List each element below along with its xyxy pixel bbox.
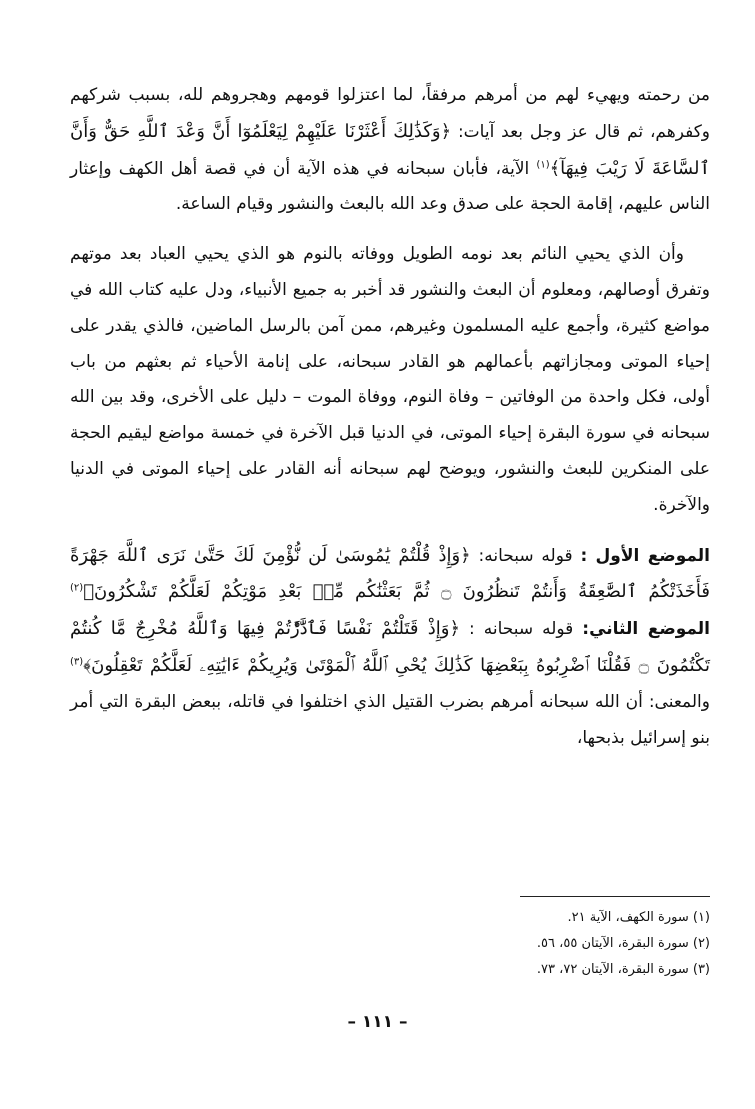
- footnote: (١) سورة الكهف، الآية ٢١.: [567, 910, 710, 925]
- footnotes: [70, 896, 710, 983]
- page-body: [70, 78, 710, 756]
- quran-verse: ﴿وَإِذْ قُلْتُمْ يَٰمُوسَىٰ لَن نُّؤْمِنَ لَكَ حَتَّىٰ نَرَى ٱللَّهَ جَهْرَةً فَأَخَذَتْكُمُ ٱلصَّٰعِقَةُ وَأَنتُمْ تَنظُرُونَ ۝ ثُمَّ بَعَثْنَٰكُم مِّنۢ بَعْدِ مَوْتِكُمْ لَعَلَّكُمْ تَشْكُرُونَ﴾: [70, 544, 710, 603]
- paragraph-1: [70, 78, 710, 223]
- section-heading: الموضع الأول :: [580, 545, 710, 566]
- footnote-ref: (٣): [70, 656, 84, 668]
- paragraph-gap: [70, 524, 710, 538]
- footnote-ref: (١): [536, 158, 550, 170]
- quran-verse: ﴿وَإِذْ قَتَلْتُمْ نَفْسًا فَٱدَّٰرَْٰٔتُمْ فِيهَا وَٱللَّهُ مُخْرِجٌ مَّا كُنتُمْ تَكْتُمُونَ ۝ فَقُلْنَا ٱضْرِبُوهُ بِبَعْضِهَا كَذَٰلِكَ يُحْىِ ٱللَّهُ ٱلْمَوْتَىٰ وَيُرِيكُمْ ءَايَٰتِهِۦ لَعَلَّكُمْ تَعْقِلُونَ﴾: [70, 618, 710, 676]
- paragraph-2: وأن الذي يحيي النائم بعد نومه الطويل ووفاته بالنوم هو الذي يحيي العباد بعد موتهم وتفرق أوصالهم، ومعلوم أن البعث والنشور قد أخبر به جميع الأنبياء، ودل عليه كتاب الله في مواضع كثيرة، وأجمع عليه المسلمون وغيرهم، ممن آمن بالرسل الماضين، فالذي يقدر على إحياء الموتى ومجازاتهم بأعمالهم هو القادر سبحانه، على إنامة الأحياء ثم بعثهم من باب أولى، فكل واحدة من الوفاتين – وفاة النوم، ووفاة الموت – دليل على الأخرى، وقد بين الله سبحانه في سورة البقرة إحياء الموتى، في الدنيا قبل الآخرة في خمسة مواضع ليقيم الحجة على المنكرين للبعث والنشور، ويوضح لهم سبحانه أنه القادر على إحياء الموتى في الدنيا والآخرة.: [70, 244, 710, 515]
- footnote: (٣) سورة البقرة، الآيتان ٧٢، ٧٣.: [536, 962, 710, 977]
- footnote: (٢) سورة البقرة، الآيتان ٥٥، ٥٦.: [536, 936, 710, 951]
- text-run: قوله سبحانه:: [470, 545, 581, 566]
- text-run: من رحمته ويهيء لهم من أمرهم مرفقاً، لما اعتزلوا قومهم وهجروهم لله، بسبب شركهم وكفرهم، ثم قال عز وجل بعد آيات:: [70, 85, 710, 142]
- footnote-ref: (٢): [70, 582, 84, 594]
- text-run: الآية، فأبان سبحانه في هذه الآية أن في قصة أهل الكهف وإعثار الناس عليهم، إقامة الحجة على صدق وعد الله بالبعث والنشور وقيام الساعة.: [70, 158, 710, 215]
- paragraph-3: [70, 538, 710, 757]
- footnote-divider: [520, 896, 710, 897]
- page-number: – ١١١ –: [347, 1012, 408, 1032]
- text-run: قوله سبحانه :: [460, 619, 583, 640]
- text-run: والمعنى: أن الله سبحانه أمرهم بضرب القتيل الذي اختلفوا في قاتله، ببعض البقرة التي أمر بنو إسرائيل بذبحها،: [70, 691, 710, 748]
- paragraph-gap: [70, 223, 710, 237]
- quran-verse: ﴿وَكَذَٰلِكَ أَعْثَرْنَا عَلَيْهِمْ لِيَعْلَمُوٓا أَنَّ وَعْدَ ٱللَّهِ حَقٌّ وَأَنَّ ٱلسَّاعَةَ لَا رَيْبَ فِيهَآ﴾: [70, 120, 710, 179]
- section-heading: الموضع الثاني:: [582, 619, 711, 640]
